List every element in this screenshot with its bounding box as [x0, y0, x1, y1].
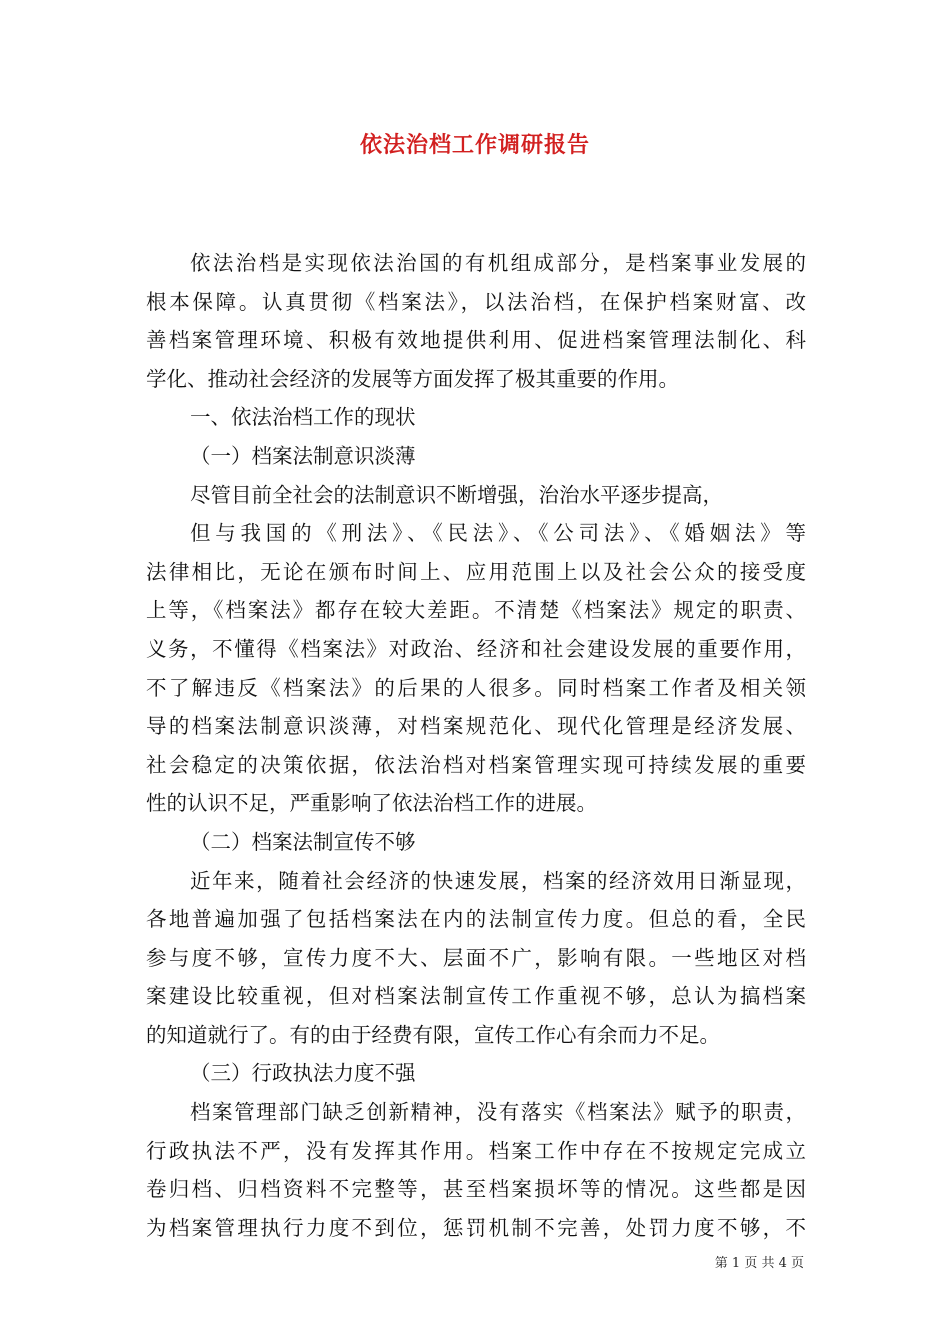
text-line: （一）档案法制意识淡薄: [190, 443, 416, 468]
text-line: 依法治档是实现依法治国的有机组成部分，是档案事业发展的: [190, 251, 806, 275]
text-line: 档案管理部门缺乏创新精神，没有落实《档案法》赋予的职责，: [190, 1100, 806, 1125]
text-line: 案建设比较重视，但对档案法制宣传工作重视不够，总认为搞档案: [146, 984, 806, 1009]
document-body: [146, 244, 806, 1247]
text-line: 根本保障。认真贯彻《档案法》，以法治档，在保护档案财富、改: [146, 289, 806, 314]
page-number: 第 1 页 共 4 页: [714, 1256, 804, 1271]
text-line: 一、依法治档工作的现状: [190, 405, 416, 430]
text-line: 但与我国的《刑法》、《民法》、《公司法》、《婚姻法》等: [190, 521, 806, 546]
text-line: 导的档案法制意识淡薄，对档案规范化、现代化管理是经济发展、: [146, 714, 806, 739]
text-line: 尽管目前全社会的法制意识不断增强，治治水平逐步提高，: [190, 482, 723, 507]
text-line: 的知道就行了。有的由于经费有限，宣传工作心有余而力不足。: [146, 1022, 720, 1047]
text-line: 近年来，随着社会经济的快速发展，档案的经济效用日渐显现，: [190, 868, 806, 893]
text-line: 参与度不够，宣传力度不大、层面不广，影响有限。一些地区对档: [146, 945, 806, 970]
text-line: 上等，《档案法》都存在较大差距。不清楚《档案法》规定的职责、: [146, 598, 806, 623]
text-line: 义务，不懂得《档案法》对政治、经济和社会建设发展的重要作用，: [146, 636, 806, 661]
text-line: 卷归档、归档资料不完整等，甚至档案损坏等的情况。这些都是因: [146, 1177, 806, 1202]
text-line: 各地普遍加强了包括档案法在内的法制宣传力度。但总的看，全民: [146, 907, 806, 932]
text-line: 行政执法不严，没有发挥其作用。档案工作中存在不按规定完成立: [146, 1138, 806, 1163]
text-line: （二）档案法制宣传不够: [190, 829, 416, 854]
document-title: 依法治档工作调研报告: [359, 132, 590, 158]
text-line: （三）行政执法力度不强: [190, 1061, 416, 1086]
text-line: 不了解违反《档案法》的后果的人很多。同时档案工作者及相关领: [146, 675, 806, 700]
text-line: 为档案管理执行力度不到位，惩罚机制不完善，处罚力度不够，不: [146, 1215, 806, 1240]
text-line: 法律相比，无论在颁布时间上、应用范围上以及社会公众的接受度: [146, 559, 806, 584]
text-line: 性的认识不足，严重影响了依法治档工作的进展。: [146, 791, 597, 816]
text-line: 善档案管理环境、积极有效地提供利用、促进档案管理法制化、科: [146, 328, 806, 353]
text-line: 社会稳定的决策依据，依法治档对档案管理实现可持续发展的重要: [146, 752, 806, 777]
text-line: 学化、推动社会经济的发展等方面发挥了极其重要的作用。: [146, 366, 679, 391]
